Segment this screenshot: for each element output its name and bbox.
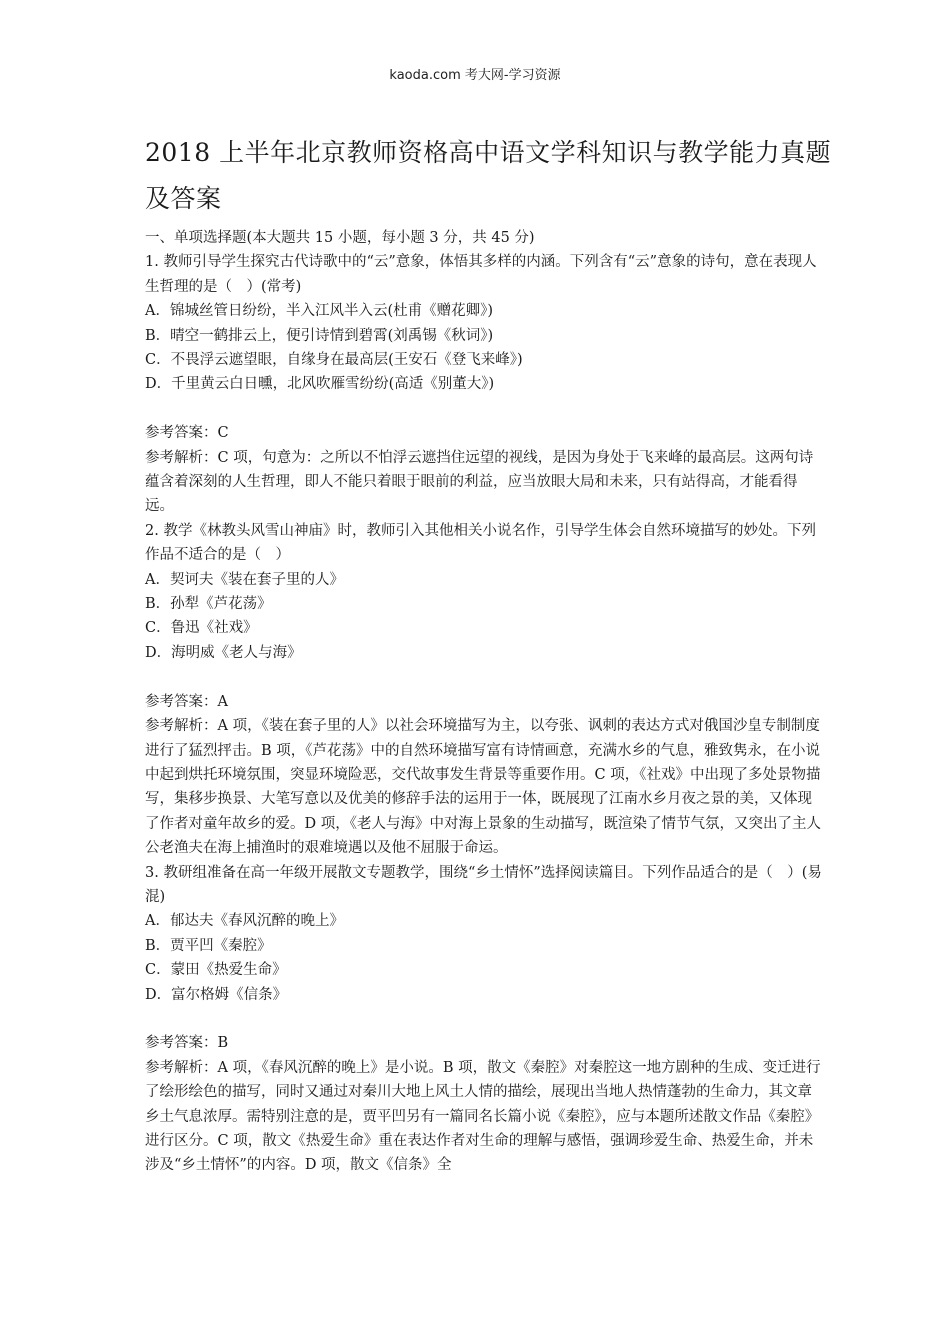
question-block: [145, 861, 825, 1178]
answer: 参考答案：C: [145, 425, 229, 442]
document-body: [145, 226, 825, 1178]
question-stem: 3. 教研组准备在高一年级开展散文专题教学，围绕“乡土情怀”选择阅读篇目。下列作品适合的是（ ）(易混): [145, 864, 822, 905]
option-c: C．鲁迅《社戏》: [145, 620, 258, 637]
answer: 参考答案：A: [145, 693, 228, 710]
option-a: A．郁达夫《春风沉醉的晚上》: [145, 913, 344, 930]
analysis: 参考解析：C 项，句意为：之所以不怕浮云遮挡住远望的视线，是因为身处于飞来峰的最高层。这两句诗蕴含着深刻的人生哲理，即人不能只着眼于眼前的利益，应当放眼大局和未来，只有站得高，才能看得远。: [145, 449, 814, 515]
option-b: B．晴空一鹤排云上，便引诗情到碧霄(刘禹锡《秋词》): [145, 327, 494, 344]
spacer: [145, 397, 825, 421]
section-title: 一、单项选择题(本大题共 15 小题，每小题 3 分，共 45 分): [145, 230, 535, 246]
analysis: 参考解析：A 项，《春风沉醉的晚上》是小说。B 项，散文《秦腔》对秦腔这一地方剧种的生成、变迁进行了绘形绘色的描写，同时又通过对秦川大地上风土人情的描绘，展现出当地人热情蓬勃的生命力，其文章乡土气息浓厚。需特别注意的是，贾平凹另有一篇同名长篇小说《秦腔》，应与本题所述散文作品《秦腔》进行区分。C 项，散文《热爱生命》重在表达作者对生命的理解与感悟，强调珍爱生命、热爱生命，并未涉及“乡土情怀”的内容。D 项，散文《信条》全: [145, 1059, 821, 1174]
question-stem: 1. 教师引导学生探究古代诗歌中的“云”意象，体悟其多样的内涵。下列含有“云”意象的诗句，意在表现人生哲理的是（ ）(常考): [145, 254, 817, 295]
spacer: [145, 1007, 825, 1031]
option-b: B．孙犁《芦花荡》: [145, 596, 272, 613]
question-block: [145, 250, 825, 518]
option-d: D．富尔格姆《信条》: [145, 986, 288, 1003]
document-title: 2018 上半年北京教师资格高中语文学科知识与教学能力真题及答案: [145, 138, 832, 213]
option-c: C．不畏浮云遮望眼，自缘身在最高层(王安石《登飞来峰》): [145, 352, 523, 369]
question-block: [145, 519, 825, 861]
option-a: A．契诃夫《装在套子里的人》: [145, 571, 344, 588]
option-d: D．海明威《老人与海》: [145, 644, 302, 661]
page-header: kaoda.com 考大网-学习资源: [389, 68, 561, 83]
option-b: B．贾平凹《秦腔》: [145, 937, 272, 954]
option-d: D．千里黄云白日曛，北风吹雁雪纷纷(高适《别董大》): [145, 376, 495, 393]
spacer: [145, 665, 825, 689]
answer: 参考答案：B: [145, 1035, 229, 1052]
question-stem: 2. 教学《林教头风雪山神庙》时，教师引入其他相关小说名作，引导学生体会自然环境描写的妙处。下列作品不适合的是（ ）: [145, 522, 816, 564]
option-c: C．蒙田《热爱生命》: [145, 962, 287, 979]
option-a: A．锦城丝管日纷纷，半入江风半入云(杜甫《赠花卿》): [145, 303, 494, 320]
analysis: 参考解析：A 项，《装在套子里的人》以社会环境描写为主，以夸张、讽刺的表达方式对俄国沙皇专制制度进行了猛烈抨击。B 项，《芦花荡》中的自然环境描写富有诗情画意，充满水乡的气息，雅致隽永，在小说中起到烘托环境氛围，突显环境险恶，交代故事发生背景等重要作用。C 项，《社戏》中出现了多处景物描写，集移步换景、大笔写意以及优美的修辞手法的运用于一体，既展现了江南水乡月夜之景的美，又体现了作者对童年故乡的爱。D 项，《老人与海》中对海上景象的生动描写，既渲染了情节气氛，又突出了主人公老渔夫在海上捕渔时的艰难境遇以及他不屈服于命运。: [145, 718, 821, 857]
